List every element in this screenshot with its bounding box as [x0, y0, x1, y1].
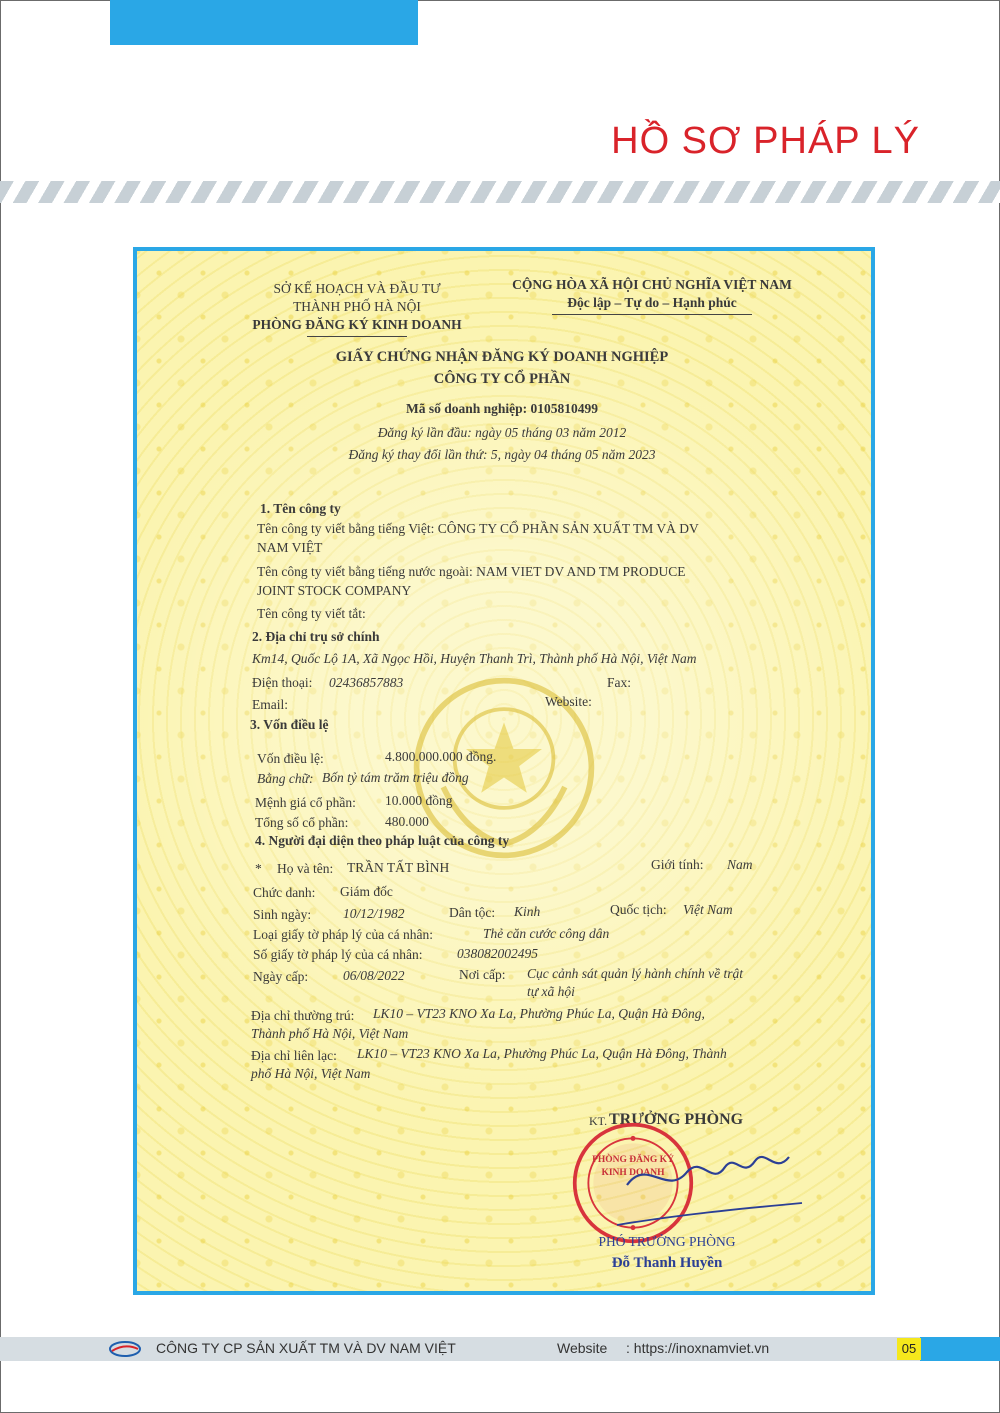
website-label: Website:: [545, 694, 592, 709]
permanent-address-line-2: Thành phố Hà Nội, Việt Nam: [251, 1026, 409, 1041]
par-value-label: Mệnh giá cổ phần:: [255, 795, 356, 810]
issuer-department: SỞ KẾ HOẠCH VÀ ĐẦU TƯ: [273, 281, 441, 296]
deputy-name: Đỗ Thanh Huyền: [611, 1255, 723, 1271]
issue-date-value: 06/08/2022: [343, 968, 405, 983]
nationality-label: Quốc tịch:: [610, 902, 667, 917]
capital-words-value: Bốn tỷ tám trăm triệu đồng: [322, 770, 469, 785]
foreign-name-line-1: Tên công ty viết bằng tiếng nước ngoài: NAM VIET DV AND TM PRODUCE: [257, 564, 686, 579]
seal-text: PHÒNG ĐĂNG KÝ KINH DOANH: [592, 1155, 674, 1178]
position-label: Chức danh:: [253, 885, 316, 900]
issuer-city: THÀNH PHỐ HÀ NỘI: [293, 299, 421, 314]
section-company-name: 1. Tên công ty: [260, 501, 341, 516]
short-name: Tên công ty viết tắt:: [257, 606, 366, 621]
handwritten-signature: [607, 1117, 807, 1237]
permanent-address-line-1: LK10 – VT23 KNO Xa La, Phường Phúc La, Quận Hà Đông,: [373, 1006, 705, 1021]
id-type-label: Loại giấy tờ pháp lý của cá nhân:: [253, 927, 433, 942]
id-number-value: 038082002495: [457, 946, 538, 961]
foreign-name-line-2: JOINT STOCK COMPANY: [257, 583, 412, 598]
section-headquarters: 2. Địa chỉ trụ sở chính: [252, 629, 380, 644]
capital-value: 4.800.000.000 đồng.: [385, 749, 497, 764]
gender-value: Nam: [727, 857, 753, 872]
par-value: 10.000 đồng: [385, 793, 453, 808]
issuer-underline: [307, 336, 407, 337]
phone-label: Điện thoại:: [252, 675, 313, 690]
section-charter-capital: 3. Vốn điều lệ: [250, 717, 329, 732]
issue-place-label: Nơi cấp:: [459, 967, 506, 982]
footer-company-name: CÔNG TY CP SẢN XUẤT TM VÀ DV NAM VIỆT: [156, 1340, 456, 1356]
footer-website-label: Website: [557, 1340, 608, 1356]
position-value: Giám đốc: [340, 884, 393, 899]
issue-date-label: Ngày cấp:: [253, 969, 309, 984]
nationality-value: Việt Nam: [683, 902, 733, 917]
footer-accent: [920, 1337, 1000, 1361]
rep-name-label: Họ và tên:: [277, 861, 334, 876]
contact-address-line-1: LK10 – VT23 KNO Xa La, Phường Phúc La, Quận Hà Đông, Thành: [357, 1046, 727, 1061]
capital-words-label: Bằng chữ:: [257, 771, 314, 786]
country-name: CỘNG HÒA XÃ HỘI CHỦ NGHĨA VIỆT NAM: [512, 277, 792, 292]
page-title: HỒ SƠ PHÁP LÝ: [611, 120, 920, 162]
id-type-value: Thẻ căn cước công dân: [483, 926, 610, 941]
page-number: 05: [897, 1338, 921, 1360]
top-accent-bar: [110, 0, 418, 45]
contact-address-label: Địa chỉ liên lạc:: [251, 1048, 337, 1063]
email-label: Email:: [252, 697, 288, 712]
gender-label: Giới tính:: [651, 857, 704, 872]
footer-bar: [0, 1337, 1000, 1361]
vn-name-line-2: NAM VIỆT: [257, 540, 323, 555]
decorative-stripe-band: [0, 181, 1000, 203]
enterprise-code: Mã số doanh nghiệp: 0105810499: [405, 401, 599, 416]
dob-value: 10/12/1982: [343, 906, 405, 921]
capital-label: Vốn điều lệ:: [257, 751, 324, 766]
ethnicity-value: Kinh: [514, 904, 541, 919]
national-motto: Độc lập – Tự do – Hạnh phúc: [567, 295, 737, 310]
permanent-address-label: Địa chỉ thường trú:: [251, 1008, 355, 1023]
issuer-office: PHÒNG ĐĂNG KÝ KINH DOANH: [252, 317, 462, 332]
rep-name-value: TRẦN TẤT BÌNH: [347, 860, 450, 875]
certificate-image: [133, 247, 875, 1295]
total-shares-value: 480.000: [385, 814, 429, 829]
ethnicity-label: Dân tộc:: [449, 905, 496, 920]
first-registration-date: Đăng ký lần đầu: ngày 05 tháng 03 năm 2012: [377, 425, 627, 440]
issue-place-line-1: Cục cảnh sát quản lý hành chính về trật: [527, 966, 743, 981]
change-registration-date: Đăng ký thay đổi lần thứ: 5, ngày 04 tháng 05 năm 2023: [348, 447, 656, 462]
signer-prefix: KT.: [589, 1114, 608, 1128]
dob-label: Sinh ngày:: [253, 907, 312, 922]
contact-address-line-2: phố Hà Nội, Việt Nam: [251, 1066, 371, 1081]
vn-name-line-1: Tên công ty viết bằng tiếng Việt: CÔNG TY CỔ PHẦN SẢN XUẤT TM VÀ DV: [257, 521, 699, 536]
certificate-title: GIẤY CHỨNG NHẬN ĐĂNG KÝ DOANH NGHIỆP: [335, 349, 669, 365]
representative-bullet: *: [255, 861, 262, 876]
section-legal-representative: 4. Người đại diện theo pháp luật của công ty: [255, 833, 510, 848]
company-logo-icon: [108, 1340, 142, 1358]
phone-value: 02436857883: [329, 675, 404, 690]
footer-website-link[interactable]: : https://inoxnamviet.vn: [626, 1340, 770, 1356]
issue-place-line-2: tự xã hội: [527, 984, 575, 999]
fax-label: Fax:: [607, 675, 632, 690]
certificate-subtitle: CÔNG TY CỔ PHẦN: [433, 371, 571, 387]
total-shares-label: Tổng số cổ phần:: [255, 815, 349, 830]
signer-title: TRƯỞNG PHÒNG: [609, 1111, 744, 1128]
headquarters-address: Km14, Quốc Lộ 1A, Xã Ngọc Hồi, Huyện Thanh Trì, Thành phố Hà Nội, Việt Nam: [252, 651, 697, 666]
id-number-label: Số giấy tờ pháp lý của cá nhân:: [253, 947, 423, 962]
deputy-title: PHÓ TRƯỞNG PHÒNG: [598, 1234, 736, 1249]
motto-underline: [552, 314, 752, 315]
